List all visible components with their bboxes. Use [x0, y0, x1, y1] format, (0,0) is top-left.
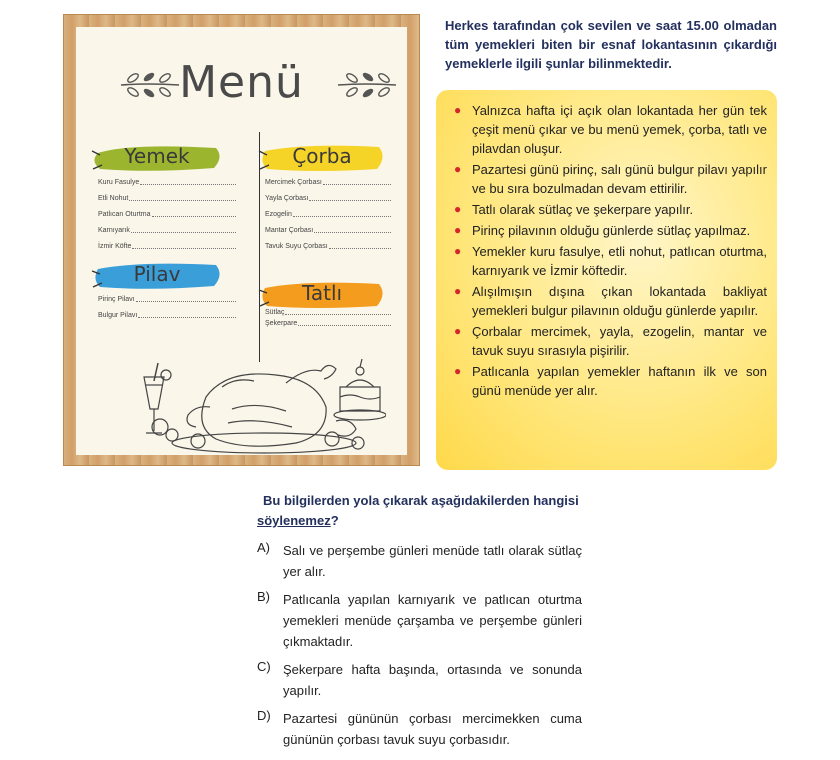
option-letter: C) [257, 659, 271, 674]
menu-item: Pirinç Pilavı [98, 287, 236, 303]
fact-item: ● Çorbalar mercimek, yayla, ezogelin, mantar ve tavuk suyu sırasıyla pişirilir. [454, 324, 767, 358]
facts-list [450, 101, 767, 400]
fact-item: ● Yalnızca hafta içi açık olan lokantada her gün tek çeşit menü çıkar ve bu menü yemek, çorba, tatlı ve pilavdan oluşur. [454, 103, 767, 156]
fact-item: ● Patlıcanla yapılan yemekler haftanın ilk ve son günü menüde yer alır. [454, 364, 767, 398]
menu-paper [76, 27, 407, 455]
facts-box [436, 90, 777, 470]
category-label: Tatlı [301, 281, 343, 305]
option-text: Salı ve perşembe günleri menüde tatlı olarak sütlaç yer alır. [283, 543, 582, 579]
category-label: Pilav [133, 262, 181, 286]
menu-item: İzmir Köfte [98, 234, 236, 250]
menu-title: Menü [179, 57, 304, 108]
menu-item: Bulgur Pilavı [98, 303, 236, 319]
menu-item: Karnıyarık [98, 218, 236, 234]
tatli-items [265, 305, 391, 327]
option-letter: D) [257, 708, 271, 723]
question-emphasis: söylenemez [257, 513, 331, 528]
menu-item: Şekerpare [265, 316, 391, 327]
menu-item: Mercimek Çorbası [265, 170, 391, 186]
question-stem: Bu bilgilerden yola çıkarak aşağıdakilerden hangisi söylenemez? [257, 493, 579, 528]
red-bullet-icon: ● [454, 162, 462, 176]
fact-item: ● Yemekler kuru fasulye, etli nohut, patlıcan oturtma, karnıyarık ve İzmir köftedir. [454, 244, 767, 278]
leaf-branch-right-icon [336, 69, 398, 99]
fact-item: ● Pirinç pilavının olduğu günlerde sütlaç yapılmaz. [454, 223, 751, 238]
category-label: Yemek [124, 144, 190, 168]
option-text: Pazartesi gününün çorbası mercimekken cuma gününün çorbası tavuk suyu çorbasıdır. [283, 711, 582, 747]
menu-item: Yayla Çorbası [265, 186, 391, 202]
yemek-items [98, 170, 236, 250]
red-bullet-icon: ● [454, 364, 462, 378]
red-bullet-icon: ● [454, 284, 462, 298]
intro-text: Herkes tarafından çok sevilen ve saat 15.00 olmadan tüm yemekleri biten bir esnaf lokantasının çıkardığı yemeklerle ilgili şunlar bilinmektedir. [445, 18, 777, 71]
red-bullet-icon: ● [454, 223, 462, 237]
answer-options [257, 540, 582, 757]
option-letter: A) [257, 540, 270, 555]
option-a[interactable] [257, 540, 582, 582]
food-illustration [136, 347, 386, 455]
fact-item: ● Alışılmışın dışına çıkan lokantada bakliyat yemekleri bulgur pilavının olduğu günlerde yapılır. [454, 284, 767, 318]
menu-board [63, 14, 420, 466]
corba-items [265, 170, 391, 250]
red-bullet-icon: ● [454, 324, 462, 338]
option-b[interactable] [257, 589, 582, 652]
option-d[interactable] [257, 708, 582, 750]
option-letter: B) [257, 589, 270, 604]
menu-item: Kuru Fasulye [98, 170, 236, 186]
red-bullet-icon: ● [454, 244, 462, 258]
option-c[interactable] [257, 659, 582, 701]
menu-item: Sütlaç [265, 305, 391, 316]
menu-item: Mantar Çorbası [265, 218, 391, 234]
menu-item: Tavuk Suyu Çorbası [265, 234, 391, 250]
red-bullet-icon: ● [454, 103, 462, 117]
menu-item: Etli Nohut [98, 186, 236, 202]
menu-item: Ezogelin [265, 202, 391, 218]
option-text: Patlıcanla yapılan karnıyarık ve patlıcan oturtma yemekleri menüde çarşamba ve perşembe günleri çıkmaktadır. [283, 592, 582, 649]
menu-item: Patlıcan Oturtma [98, 202, 236, 218]
fact-item: ● Pazartesi günü pirinç, salı günü bulgur pilavı yapılır ve bu sıra bozulmadan devam ettirilir. [454, 162, 767, 196]
category-label: Çorba [292, 144, 352, 168]
red-bullet-icon: ● [454, 202, 462, 216]
fact-item: ● Tatlı olarak sütlaç ve şekerpare yapılır. [454, 202, 694, 217]
pilav-items [98, 287, 236, 319]
option-text: Şekerpare hafta başında, ortasında ve sonunda yapılır. [283, 662, 582, 698]
